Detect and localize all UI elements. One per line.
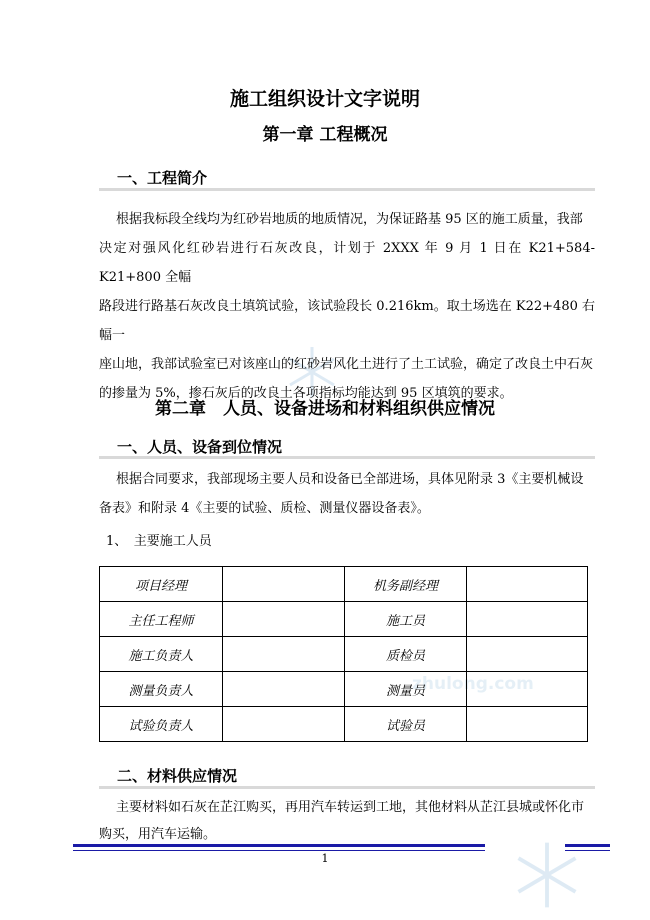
footer-rule <box>73 844 485 847</box>
paragraph-line: 主要材料如石灰在芷江购买，再用汽车转运到工地，其他材料从芷江县城或怀化市 <box>116 800 585 815</box>
list-item-main-staff: 1、 主要施工人员 <box>106 534 212 549</box>
table-cell: 试验负责人 <box>100 707 223 742</box>
section-heading-materials: 二、材料供应情况 <box>117 767 238 785</box>
heading-underline <box>99 786 595 789</box>
table-row <box>100 567 588 602</box>
table-cell: 机务副经理 <box>345 567 467 602</box>
table-cell <box>467 707 588 742</box>
paragraph-personnel <box>99 465 595 523</box>
staff-table <box>99 566 588 742</box>
chapter1-title: 第一章 工程概况 <box>262 125 388 145</box>
footer-rule <box>565 850 610 851</box>
table-cell <box>223 602 345 637</box>
table-row <box>100 602 588 637</box>
table-cell <box>223 567 345 602</box>
paragraph-line: 备表》和附录 4《主要的试验、质检、测量仪器设备表》。 <box>99 501 430 516</box>
page-number: 1 <box>321 852 329 865</box>
footer-rule <box>73 850 485 851</box>
table-cell: 施工员 <box>345 602 467 637</box>
watermark-text: zhulong.com <box>412 674 534 694</box>
table-cell <box>467 567 588 602</box>
table-cell: 测量员 <box>345 672 467 707</box>
paragraph-materials <box>99 794 595 848</box>
table-cell <box>223 707 345 742</box>
table-cell: 主任工程师 <box>100 602 223 637</box>
section-heading-project-intro: 一、工程简介 <box>117 169 208 187</box>
chapter2-title: 第二章 人员、设备进场和材料组织供应情况 <box>155 399 495 419</box>
table-cell: 试验员 <box>345 707 467 742</box>
paragraph-line: 根据合同要求，我部现场主要人员和设备已全部进场，具体见附录 3《主要机械设 <box>116 472 584 487</box>
paragraph-line: 路段进行路基石灰改良土填筑试验，该试验段长 0.216km。取土场选在 K22+480 右幅一 <box>99 299 595 343</box>
table-row <box>100 707 588 742</box>
table-cell <box>223 637 345 672</box>
table-row <box>100 672 588 707</box>
table-cell <box>467 637 588 672</box>
paragraph-line: 座山地，我部试验室已对该座山的红砂岩风化土进行了土工试验，确定了改良土中石灰 <box>99 357 594 372</box>
heading-underline <box>99 188 595 191</box>
table-cell <box>467 602 588 637</box>
table-cell <box>467 672 588 707</box>
table-row <box>100 637 588 672</box>
paragraph-line: 购买，用汽车运输。 <box>99 827 217 842</box>
document-title: 施工组织设计文字说明 <box>229 88 420 110</box>
table-cell: 质检员 <box>345 637 467 672</box>
paragraph-line: 的掺量为 5%，掺石灰后的改良土各项指标均能达到 95 区填筑的要求。 <box>99 386 513 401</box>
paragraph-line: 根据我标段全线均为红砂岩地质的地质情况，为保证路基 95 区的施工质量，我部 <box>116 212 583 227</box>
table-cell: 施工负责人 <box>100 637 223 672</box>
paragraph-project-intro <box>99 205 595 408</box>
section-heading-personnel: 一、人员、设备到位情况 <box>117 438 283 456</box>
paragraph-line: 决定对强风化红砂岩进行石灰改良，计划于 2XXX 年 9 月 1 日在 K21+584-K21+800 全幅 <box>99 241 595 285</box>
table-cell <box>223 672 345 707</box>
footer-rule <box>565 844 610 847</box>
table-cell: 项目经理 <box>100 567 223 602</box>
table-cell: 测量负责人 <box>100 672 223 707</box>
